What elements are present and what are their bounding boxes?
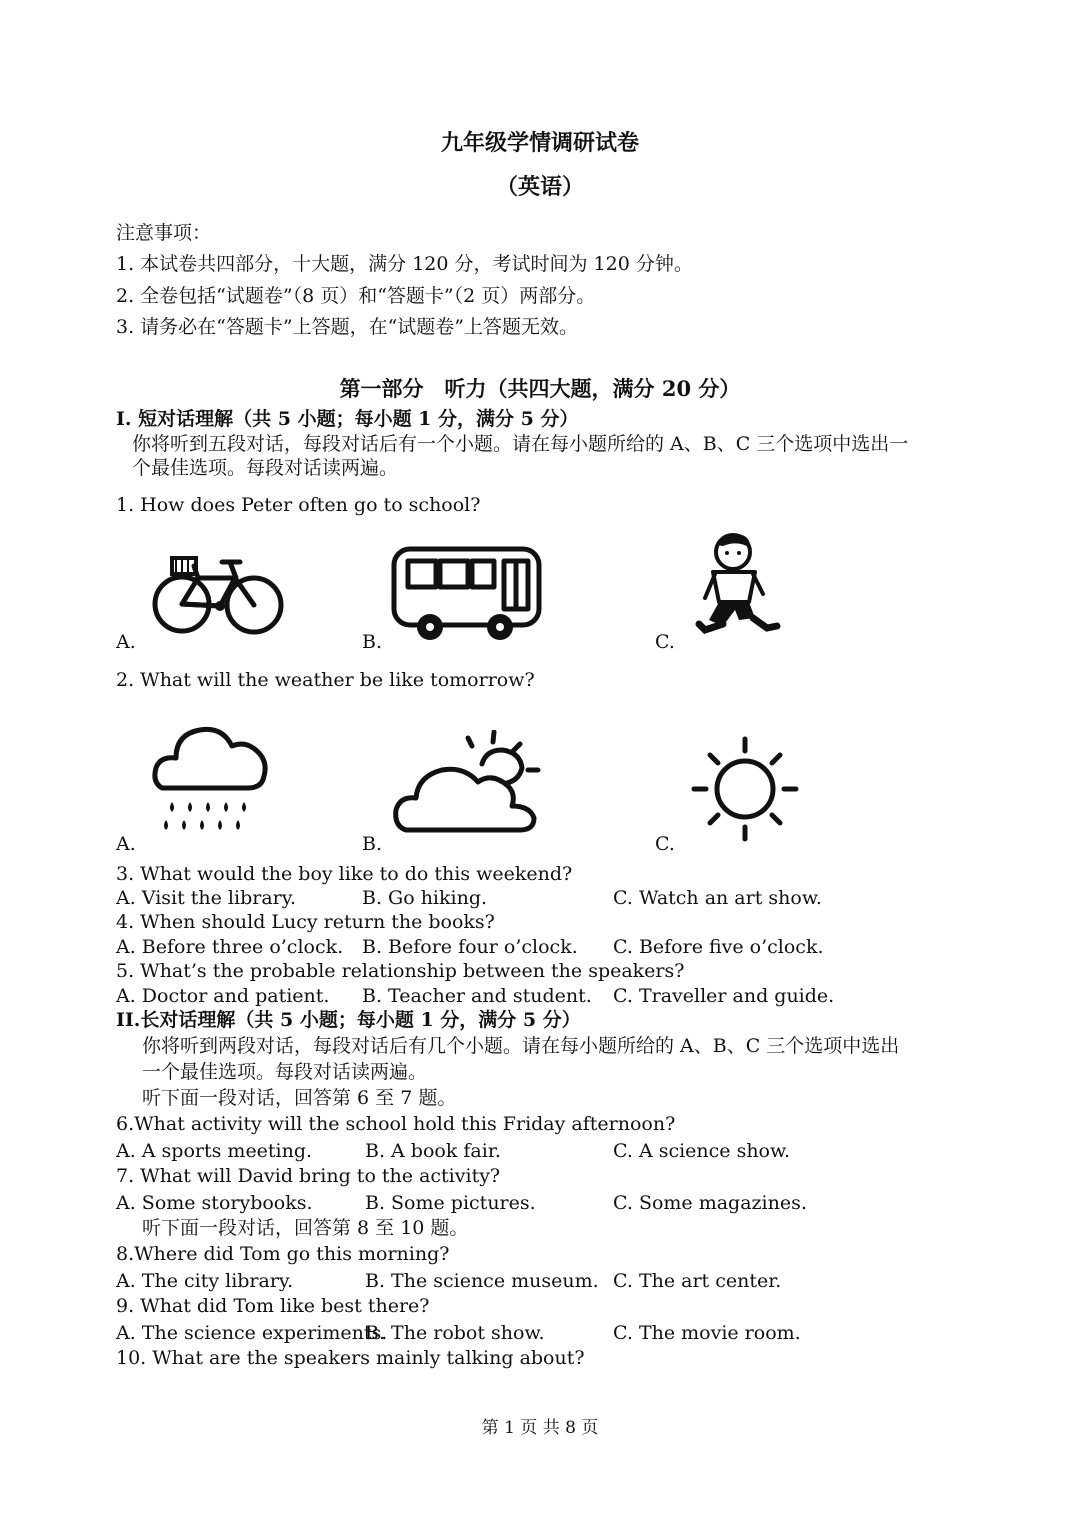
option-c: C. Some magazines.	[613, 1192, 807, 1214]
part1-title: 第一部分 听力（共四大题，满分 20 分）	[339, 376, 741, 401]
question-2: 2. What will the weather be like tomorrow?	[116, 669, 535, 691]
option-b: B. A book fair.	[365, 1140, 501, 1162]
option-c: C. Watch an art show.	[613, 887, 822, 909]
option-label: A.	[116, 631, 136, 653]
option-c: C. Traveller and guide.	[613, 985, 835, 1007]
rain-cloud-icon	[150, 722, 275, 840]
option-label: A.	[116, 833, 136, 855]
question-7: 7. What will David bring to the activity?	[116, 1165, 501, 1187]
walking-boy-icon	[693, 532, 785, 640]
option-a: A. Visit the library.	[116, 887, 296, 909]
question-10: 10. What are the speakers mainly talking about?	[116, 1347, 585, 1369]
option-a: A. The science experiments.	[116, 1322, 388, 1344]
notice-item: 1. 本试卷共四部分，十大题，满分 120 分，考试时间为 120 分钟。	[116, 253, 693, 275]
section2-instruction: 你将听到两段对话，每段对话后有几个小题。请在每小题所给的 A、B、C 三个选项中选出	[142, 1035, 900, 1057]
option-b: B. Teacher and student.	[362, 985, 592, 1007]
question-3: 3. What would the boy like to do this weekend?	[116, 863, 573, 885]
page-number: 第 1 页 共 8 页	[481, 1418, 599, 1438]
option-c: C. Before five o’clock.	[613, 936, 824, 958]
option-b: B. The robot show.	[365, 1322, 545, 1344]
section1-heading: I. 短对话理解（共 5 小题；每小题 1 分，满分 5 分）	[116, 408, 579, 430]
question-9: 9. What did Tom like best there?	[116, 1295, 430, 1317]
option-label: C.	[655, 833, 675, 855]
option-b: B. Before four o’clock.	[362, 936, 578, 958]
option-c: C. A science show.	[613, 1140, 791, 1162]
option-b: B. Go hiking.	[362, 887, 488, 909]
exam-subject: （英语）	[495, 174, 584, 200]
exam-title: 九年级学情调研试卷	[440, 130, 639, 156]
section1-instruction: 你将听到五段对话，每段对话后有一个小题。请在每小题所给的 A、B、C 三个选项中选出一	[132, 433, 909, 455]
dialog-intro: 听下面一段对话，回答第 8 至 10 题。	[142, 1217, 469, 1239]
dialog-intro: 听下面一段对话，回答第 6 至 7 题。	[142, 1087, 457, 1109]
sun-icon	[690, 735, 800, 843]
notice-item: 2. 全卷包括“试题卷”（8 页）和“答题卡”（2 页）两部分。	[116, 285, 596, 307]
notice-heading: 注意事项：	[116, 222, 212, 244]
section1-instruction: 个最佳选项。每段对话读两遍。	[132, 457, 399, 479]
option-label: B.	[362, 833, 383, 855]
option-a: A. A sports meeting.	[116, 1140, 313, 1162]
option-b: B. Some pictures.	[365, 1192, 536, 1214]
question-4: 4. When should Lucy return the books?	[116, 911, 495, 933]
option-a: A. Doctor and patient.	[116, 985, 330, 1007]
question-8: 8.Where did Tom go this morning?	[116, 1243, 450, 1265]
section2-instruction: 一个最佳选项。每段对话读两遍。	[142, 1061, 428, 1083]
option-a: A. The city library.	[116, 1270, 294, 1292]
option-c: C. The movie room.	[613, 1322, 801, 1344]
cloudy-sun-icon	[390, 730, 550, 835]
question-6: 6.What activity will the school hold this Friday afternoon?	[116, 1113, 676, 1135]
option-b: B. The science museum.	[365, 1270, 599, 1292]
bicycle-icon	[150, 550, 285, 638]
notice-item: 3. 请务必在“答题卡”上答题，在“试题卷”上答题无效。	[116, 316, 579, 338]
question-1: 1. How does Peter often go to school?	[116, 494, 481, 516]
option-label: B.	[362, 631, 383, 653]
option-label: C.	[655, 631, 675, 653]
option-a: A. Some storybooks.	[116, 1192, 313, 1214]
option-c: C. The art center.	[613, 1270, 782, 1292]
question-5: 5. What’s the probable relationship between the speakers?	[116, 960, 685, 982]
bus-icon	[390, 545, 545, 643]
section2-heading: II.长对话理解（共 5 小题；每小题 1 分，满分 5 分）	[116, 1009, 581, 1031]
option-a: A. Before three o’clock.	[116, 936, 344, 958]
